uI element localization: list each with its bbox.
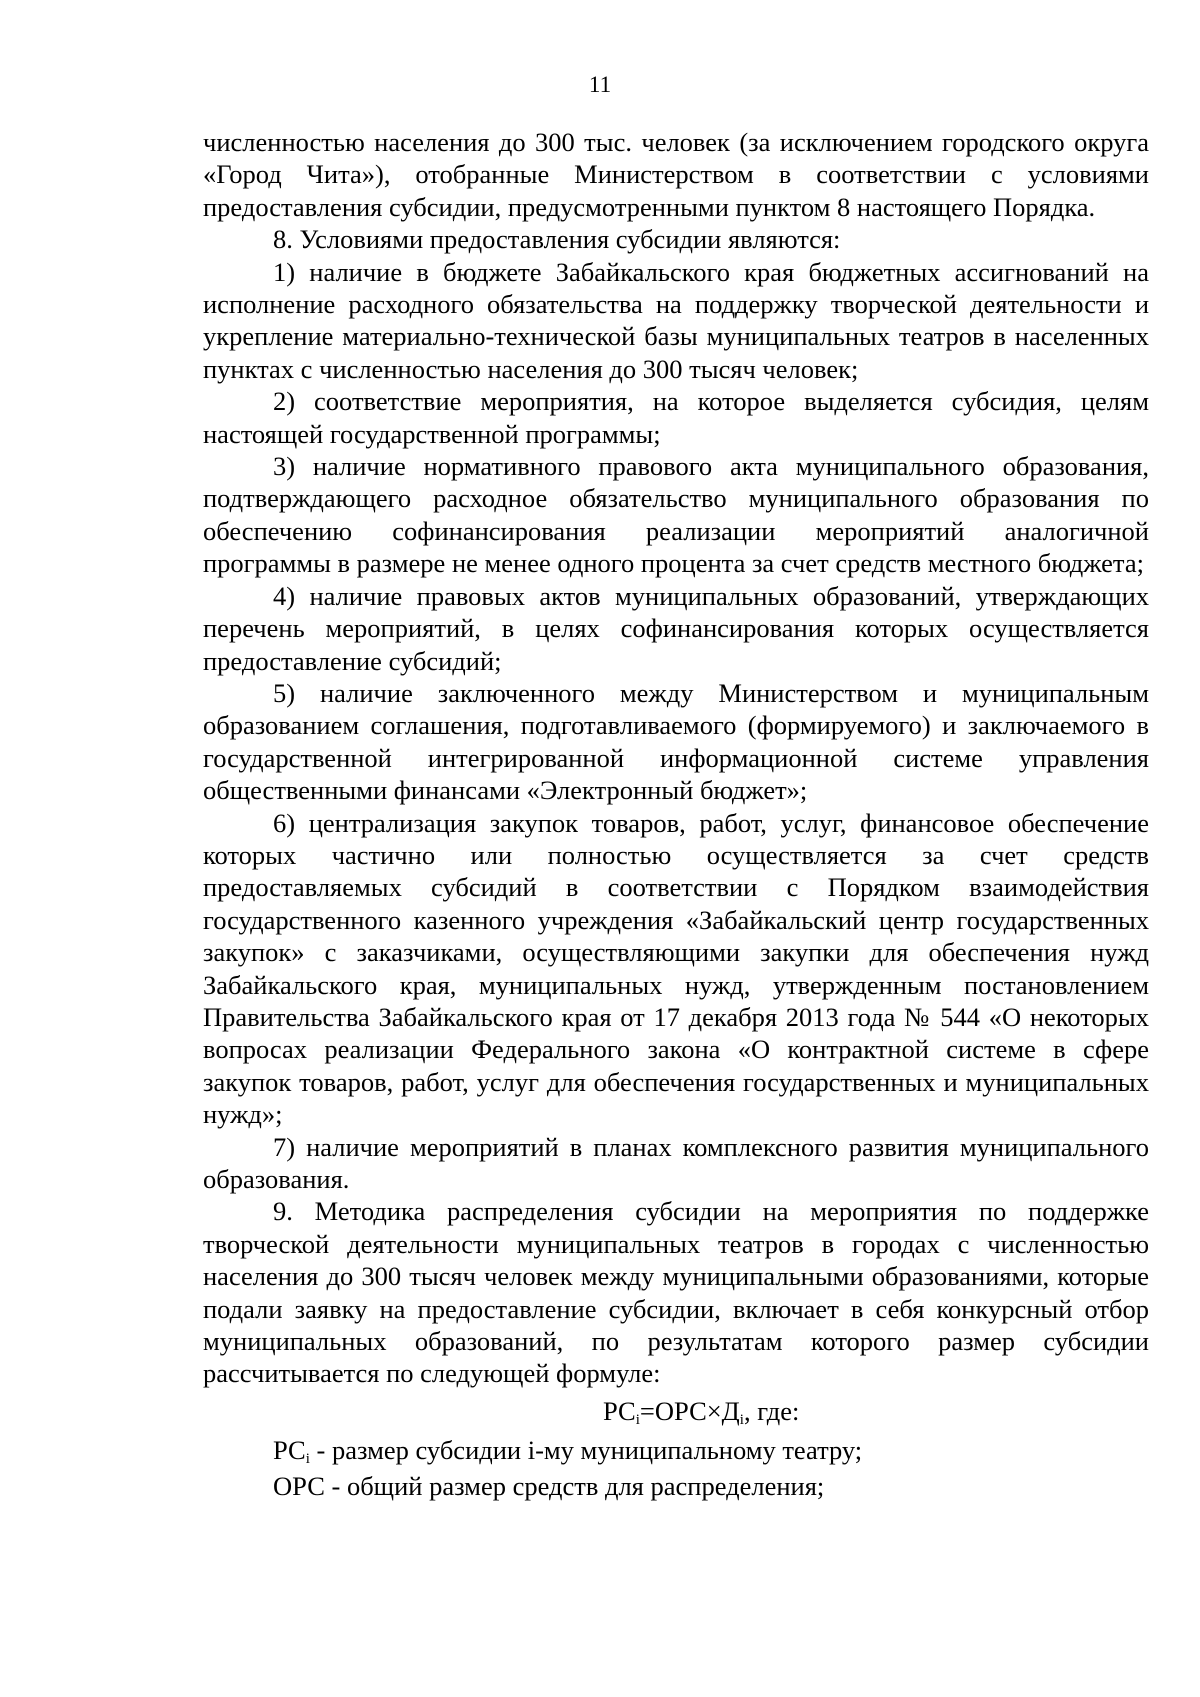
definition-term: ОРС <box>273 1470 325 1501</box>
definition-text: - размер субсидии i-му муниципальному театру; <box>309 1434 863 1465</box>
paragraph-condition-7: 7) наличие мероприятий в планах комплексного развития муниципального образования. <box>203 1131 1149 1194</box>
paragraph-condition-6: 6) централизация закупок товаров, работ, услуг, финансовое обеспечение которых частично или полностью осуществляется за счет средств предоставляемых субсидий в соответствии с Порядком взаимодействия государственного казенного учреждения «Забайкальский центр государственных закупок» с заказчиками, осуществляющими закупки для обеспечения нужд Забайкальского края, муниципальных нужд, утвержденным постановлением Правительства Забайкальского края от 17 декабря 2013 года № 544 «О некоторых вопросах реализации Федерального закона «О контрактной системе в сфере закупок товаров, работ, услуг для обеспечения государственных и муниципальных нужд»; <box>203 807 1149 1130</box>
formula-tail: , где: <box>743 1395 800 1426</box>
paragraph-condition-5: 5) наличие заключенного между Министерством и муниципальным образованием соглашения, подготавливаемого (формируемого) и заключаемого в государственной интегрированной информационной системе управления общественными финансами «Электронный бюджет»; <box>203 677 1149 806</box>
page-number: 11 <box>588 72 612 97</box>
paragraph-condition-2: 2) соответствие мероприятия, на которое выделяется субсидия, целям настоящей государственной программы; <box>203 386 1149 449</box>
document-body <box>203 126 1149 1504</box>
distribution-formula <box>203 1390 1149 1432</box>
definition-term: РС <box>273 1434 306 1465</box>
formula-rhs: =ОРС×Д <box>639 1395 740 1426</box>
formula-lhs-subscript: i <box>635 1411 640 1428</box>
formula-rhs-subscript: i <box>739 1411 744 1428</box>
definition-text: - общий размер средств для распределения; <box>324 1470 825 1501</box>
paragraph-condition-4: 4) наличие правовых актов муниципальных образований, утверждающих перечень мероприятий, в целях софинансирования которых осуществляется предоставление субсидий; <box>203 580 1149 676</box>
definition-term-subscript: i <box>305 1450 310 1467</box>
formula-lhs: РС <box>603 1395 636 1426</box>
definition-rc <box>203 1432 1149 1468</box>
definition-ors <box>203 1468 1149 1504</box>
paragraph-clause-8: 8. Условиями предоставления субсидии являются: <box>273 224 841 255</box>
paragraph-condition-3: 3) наличие нормативного правового акта муниципального образования, подтверждающего расходное обязательство муниципального образования по обеспечению софинансирования реализации мероприятий аналогичной программы в размере не менее одного процента за счет средств местного бюджета; <box>203 451 1149 579</box>
paragraph-clause-9: 9. Методика распределения субсидии на мероприятия по поддержке творческой деятельности муниципальных театров в городах с численностью населения до 300 тысяч человек между муниципальными образованиями, которые подали заявку на предоставление субсидии, включает в себя конкурсный отбор муниципальных образований, по результатам которого размер субсидии рассчитывается по следующей формуле: <box>203 1196 1149 1389</box>
paragraph-continuation: численностью населения до 300 тыс. человек (за исключением городского округа «Город Чита»), отобранные Министерством в соответствии с условиями предоставления субсидии, предусмотренными пунктом 8 настоящего Порядка. <box>203 127 1149 222</box>
paragraph-condition-1: 1) наличие в бюджете Забайкальского края бюджетных ассигнований на исполнение расходного обязательства на поддержку творческой деятельности и укрепление материально-технической базы муниципальных театров в населенных пунктах с численностью населения до 300 тысяч человек; <box>203 256 1149 384</box>
